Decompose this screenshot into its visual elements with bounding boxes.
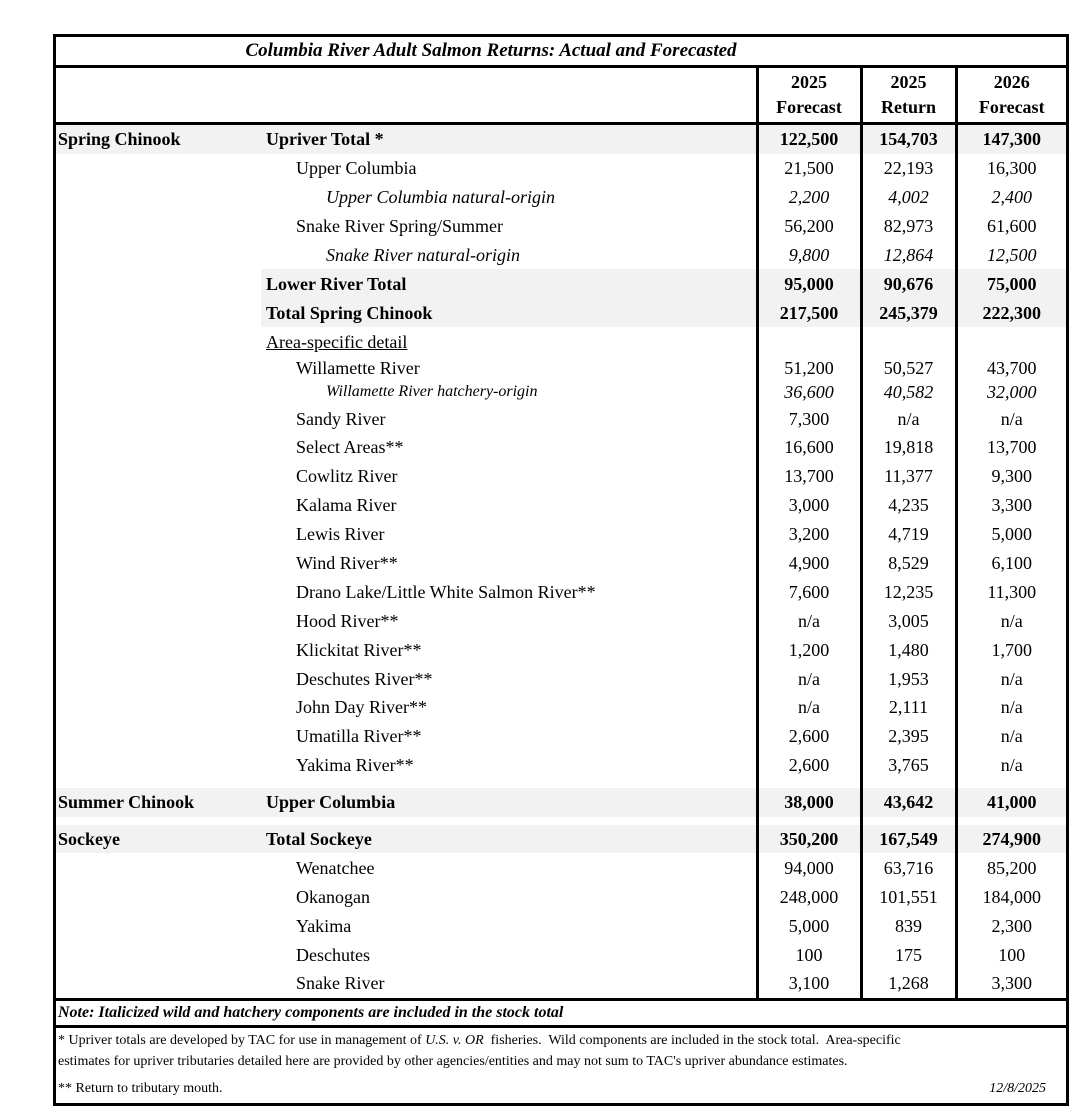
table-row: Klickitat River** 1,200 1,480 1,700 [56,635,1066,664]
table-row: Cowlitz River 13,700 11,377 9,300 [56,462,1066,491]
footnote-tributary-mouth: ** Return to tributary mouth. [58,1080,223,1096]
row-label: Drano Lake/Little White Salmon River** [296,581,596,602]
table-row: Wenatchee 94,000 63,716 85,200 [56,853,1066,882]
group-label: Summer Chinook [56,788,261,817]
table-row: Okanogan 248,000 101,551 184,000 [56,882,1066,911]
section-subheading: Area-specific detail [266,331,408,352]
table-row: Snake River 3,100 1,268 3,300 [56,969,1066,998]
row-label: Upriver Total * [261,124,757,154]
row-label: Upper Columbia [261,788,757,817]
row-label: Snake River [296,973,385,994]
row-label: Deschutes [296,944,370,965]
table-row-lower-river-total: Lower River Total 95,000 90,676 75,000 [56,269,1066,298]
table-row: Willamette River hatchery-origin 36,600 40,582 32,000 [56,380,1066,404]
table-row: Yakima River** 2,600 3,765 n/a [56,751,1066,780]
group-label: Spring Chinook [56,124,261,154]
footnote-area-specific: estimates for upriver tributaries detailed here are provided by other agencies/entities and may not sum to TAC's upriver abundance estimates. [58,1053,848,1069]
table-row-area-specific-heading [56,327,1066,356]
row-label: Yakima River** [296,755,414,776]
spacer-row [56,817,1066,825]
row-label: Total Sockeye [261,825,757,854]
table-row-summer-chinook: Summer Chinook Upper Columbia 38,000 43,642 41,000 [56,788,1066,817]
salmon-returns-table-frame [53,34,1069,1106]
row-label: Kalama River [296,495,397,516]
row-label: Sandy River [296,408,386,429]
spacer-row [56,780,1066,788]
row-label: Deschutes River** [296,668,433,689]
row-label: Total Spring Chinook [261,298,757,327]
table-row-total-spring-chinook: Total Spring Chinook 217,500 245,379 222,300 [56,298,1066,327]
row-label: Yakima [296,915,352,936]
row-label: John Day River** [296,697,427,718]
row-label: Lewis River [296,524,385,545]
header-row [56,68,1066,124]
table-row: Select Areas** 16,600 19,818 13,700 [56,433,1066,462]
row-label: Umatilla River** [296,726,422,747]
table-row: Umatilla River** 2,600 2,395 n/a [56,722,1066,751]
table-row: Lewis River 3,200 4,719 5,000 [56,520,1066,549]
table-row: Kalama River 3,000 4,235 3,300 [56,491,1066,520]
footnotes [56,1025,1066,1103]
table-row-total-sockeye: Sockeye Total Sockeye 350,200 167,549 274,900 [56,825,1066,854]
table-row: Snake River natural-origin 9,800 12,864 12,500 [56,241,1066,270]
table-row: Hood River** n/a 3,005 n/a [56,606,1066,635]
row-label: Upper Columbia [296,158,417,179]
group-label: Sockeye [56,825,261,854]
table-title: Columbia River Adult Salmon Returns: Actual and Forecasted [56,37,1066,68]
row-label: Okanogan [296,886,370,907]
col-header-2025-forecast: 2025 Forecast [757,68,861,124]
row-label: Willamette River hatchery-origin [326,383,538,401]
row-label: Hood River** [296,610,399,631]
row-label: Wenatchee [296,857,375,878]
table-row-upriver-total: Spring Chinook Upriver Total * 122,500 154,703 147,300 [56,124,1066,154]
row-label: Cowlitz River [296,466,398,487]
table-row: Willamette River 51,200 50,527 43,700 [56,356,1066,380]
report-date: 12/8/2025 [989,1080,1046,1096]
table-row: Wind River** 4,900 8,529 6,100 [56,549,1066,578]
table-row: Sandy River 7,300 n/a n/a [56,404,1066,433]
table-row: Snake River Spring/Summer 56,200 82,973 61,600 [56,212,1066,241]
row-label: Wind River** [296,553,398,574]
row-label: Select Areas** [296,437,404,458]
table-row: Deschutes River** n/a 1,953 n/a [56,664,1066,693]
table-row: Upper Columbia natural-origin 2,200 4,002 2,400 [56,183,1066,212]
table-row: Deschutes 100 175 100 [56,940,1066,969]
salmon-returns-table [56,68,1066,998]
row-label: Snake River natural-origin [326,245,520,265]
table-row: Yakima 5,000 839 2,300 [56,911,1066,940]
italic-note: Note: Italicized wild and hatchery components are included in the stock total [56,998,1066,1025]
table-row: Upper Columbia 21,500 22,193 16,300 [56,154,1066,183]
col-header-2025-return: 2025 Return [861,68,956,124]
table-row: Drano Lake/Little White Salmon River** 7,600 12,235 11,300 [56,577,1066,606]
table-row: John Day River** n/a 2,111 n/a [56,693,1066,722]
col-header-2026-forecast: 2026 Forecast [956,68,1066,124]
row-label: Willamette River [296,358,420,379]
row-label: Upper Columbia natural-origin [326,187,556,208]
row-label: Snake River Spring/Summer [296,216,503,237]
row-label: Lower River Total [261,269,757,298]
footnote-upriver-totals: * Upriver totals are developed by TAC for use in management of U.S. v. OR fisheries. Wild components are included in the stock total. Area-specific [58,1032,901,1048]
row-label: Klickitat River** [296,639,422,660]
